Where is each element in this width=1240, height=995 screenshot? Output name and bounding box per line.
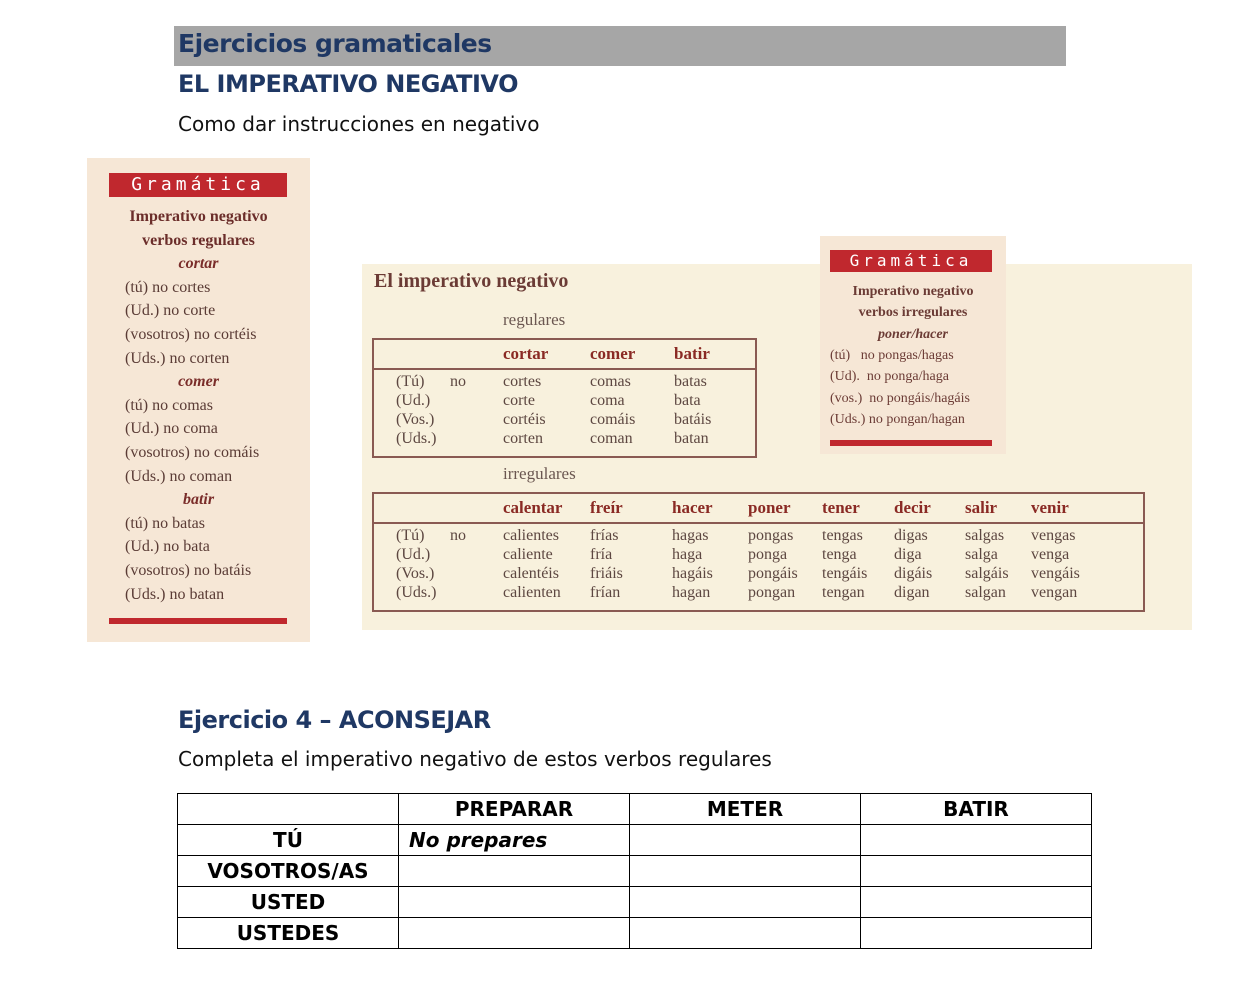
verb-form-cell: vengan [1031, 584, 1078, 601]
verb-form-cell: calentéis [503, 565, 559, 582]
answer-cell[interactable] [399, 887, 630, 918]
verb-forms [503, 526, 561, 602]
grammar-line: (Ud). no ponga/haga [830, 369, 949, 385]
grammar-line: (vosotros) no cortéis [125, 326, 257, 343]
regular-verbs-table [372, 338, 757, 458]
verb-form-cell: haga [672, 546, 703, 563]
verb-form-cell: batas [674, 373, 707, 390]
table-header-rule [374, 368, 755, 370]
verb-form-cell: pongáis [748, 565, 798, 582]
verb-form-cell: calientes [503, 527, 559, 544]
grammar-line: (vosotros) no batáis [125, 562, 252, 579]
row-label: VOSOTROS/AS [178, 856, 399, 887]
grammar-line: (tú) no comas [125, 396, 213, 414]
header-bar [174, 26, 1066, 66]
verb-header: hacer [672, 498, 713, 517]
exercise-title: Ejercicio 4 – ACONSEJAR [178, 706, 491, 734]
grammar-line: verbos regulares [142, 231, 255, 249]
answer-cell[interactable]: No prepares [399, 825, 630, 856]
verb-header: salir [965, 498, 998, 517]
verb-forms [590, 372, 635, 448]
answer-cell[interactable] [399, 918, 630, 949]
pronoun-cell: (Uds.) [396, 584, 437, 601]
verb-form-cell: batan [674, 430, 709, 447]
exercise-row [178, 918, 1092, 949]
grammar-line: batir [182, 491, 215, 509]
verb-form-cell: corten [503, 430, 543, 447]
verb-header: batir [674, 344, 710, 363]
verb-form-cell: comas [590, 373, 631, 390]
verb-form-cell: frían [590, 584, 621, 601]
grammar-line: Imperativo negativo [129, 208, 268, 225]
verb-form-cell: cortes [503, 373, 542, 390]
regulares-label: regulares [503, 310, 566, 329]
verb-forms [1031, 526, 1080, 602]
grammar-line: (tú) no cortes [125, 278, 211, 296]
exercise-row [178, 856, 1092, 887]
verb-form-cell: tengan [822, 584, 865, 601]
verb-form-cell: vengáis [1031, 565, 1080, 582]
pronoun-cell: (Vos.) [396, 411, 435, 428]
header-cell: PREPARAR [399, 794, 630, 825]
grammar-line: (Uds.) no pongan/hagan [830, 411, 965, 427]
no-label: no [450, 527, 466, 544]
verb-form-cell: salga [965, 546, 998, 563]
verb-form-cell: corte [503, 392, 535, 409]
answer-cell[interactable] [399, 856, 630, 887]
grammar-line: poner/hacer [878, 326, 948, 342]
verb-form-cell: salgas [965, 527, 1005, 544]
irregular-verbs-table [372, 492, 1145, 612]
verb-form-cell: comáis [590, 411, 636, 428]
pronoun-column [396, 526, 436, 602]
answer-cell[interactable] [630, 856, 861, 887]
header-cell [178, 794, 399, 825]
gramatica-band: Gramática [830, 250, 992, 272]
verb-form-cell: pongan [748, 584, 796, 601]
exercise-instructions: Completa el imperativo negativo de estos verbos regulares [178, 747, 772, 771]
exercise-header-row [178, 794, 1092, 825]
pronoun-cell: (Vos.) [396, 565, 435, 582]
verb-form-cell: digan [894, 584, 930, 601]
irregulares-label: irregulares [503, 464, 576, 483]
verb-form-cell: caliente [503, 546, 553, 563]
grammar-line: comer [178, 373, 219, 391]
verb-header: cortar [503, 344, 549, 363]
verb-header: poner [748, 498, 791, 517]
row-label: USTED [178, 887, 399, 918]
verb-form-cell: cortéis [503, 411, 546, 428]
grammar-line: (Ud.) no coma [125, 420, 218, 438]
exercise-table [177, 793, 1092, 949]
verb-header: venir [1031, 498, 1069, 517]
verb-forms [822, 526, 867, 602]
verb-header: freír [590, 498, 623, 517]
grammar-line: Imperativo negativo [852, 284, 974, 299]
verb-forms [674, 372, 711, 448]
verb-form-cell: coma [590, 392, 625, 409]
verb-forms [965, 526, 1009, 602]
verb-form-cell: fría [590, 546, 613, 563]
pronoun-column [396, 372, 436, 448]
verb-form-cell: hagas [672, 527, 709, 544]
verb-form-cell: batáis [674, 411, 712, 428]
grammar-line: (Uds.) no batan [125, 585, 225, 603]
table-card-title: El imperativo negativo [374, 270, 569, 292]
red-rule [109, 618, 287, 624]
gramatica-band: Gramática [109, 173, 287, 197]
grammar-line: (tú) no pongas/hagas [830, 347, 954, 363]
verb-forms [672, 526, 713, 602]
verb-form-cell: coman [590, 430, 633, 447]
verb-form-cell: salgan [965, 584, 1006, 601]
grammar-line: (Uds.) no coman [125, 467, 233, 485]
verb-header: calentar [503, 498, 563, 517]
verb-form-cell: friáis [590, 565, 623, 582]
verb-form-cell: calienten [503, 584, 561, 601]
answer-cell[interactable] [630, 918, 861, 949]
grammar-line: (Ud.) no bata [125, 538, 210, 556]
grammar-line: (Uds.) no corten [125, 349, 230, 367]
page-title: Ejercicios gramaticales [178, 29, 492, 58]
pronoun-cell: (Ud.) [396, 392, 431, 409]
verb-header: decir [894, 498, 931, 517]
no-label: no [450, 373, 466, 390]
verb-header: comer [590, 344, 636, 363]
grammar-card-regular [87, 158, 310, 642]
conjugation-table-card [362, 264, 1192, 630]
header-cell: METER [630, 794, 861, 825]
grammar-line: (vosotros) no comáis [125, 444, 260, 461]
verb-form-cell: hagan [672, 584, 711, 601]
pronoun-cell: (Tú) [396, 373, 425, 390]
section-title: EL IMPERATIVO NEGATIVO [178, 70, 518, 98]
grammar-line: (vos.) no pongáis/hagáis [830, 390, 970, 406]
exercise-row [178, 887, 1092, 918]
pronoun-cell: (Ud.) [396, 546, 431, 563]
section-subtitle: Como dar instrucciones en negativo [178, 112, 540, 136]
answer-cell[interactable] [630, 825, 861, 856]
verb-form-cell: diga [894, 546, 922, 563]
verb-form-cell: tengáis [822, 565, 868, 582]
verb-form-cell: vengas [1031, 527, 1076, 544]
grammar-card-irregular [820, 236, 1006, 454]
grammar-line: (Ud.) no corte [125, 302, 216, 320]
verb-forms [748, 526, 798, 602]
red-rule [830, 440, 992, 446]
verb-forms [894, 526, 932, 602]
grammar-line: verbos irregulares [858, 305, 968, 321]
grammar-line: (tú) no batas [125, 514, 205, 532]
verb-form-cell: tengas [822, 527, 863, 544]
verb-form-cell: bata [674, 392, 701, 409]
answer-cell[interactable] [630, 887, 861, 918]
answer-cell[interactable] [861, 856, 1092, 887]
pronoun-cell: (Uds.) [396, 430, 437, 447]
verb-form-cell: pongas [748, 527, 794, 544]
exercise-row [178, 825, 1092, 856]
verb-form-cell: hagáis [672, 565, 713, 582]
answer-cell[interactable] [861, 918, 1092, 949]
header-cell: BATIR [861, 794, 1092, 825]
row-label: TÚ [178, 825, 399, 856]
pronoun-cell: (Tú) [396, 527, 425, 544]
table-header-rule [374, 522, 1143, 524]
verb-forms [503, 372, 546, 448]
verb-form-cell: tenga [822, 546, 857, 563]
verb-form-cell: frías [590, 527, 619, 544]
answer-cell[interactable] [861, 887, 1092, 918]
verb-forms [590, 526, 623, 602]
verb-form-cell: digáis [894, 565, 933, 582]
row-label: USTEDES [178, 918, 399, 949]
verb-form-cell: salgáis [965, 565, 1009, 582]
verb-header: tener [822, 498, 860, 517]
verb-form-cell: digas [894, 527, 928, 544]
answer-cell[interactable] [861, 825, 1092, 856]
verb-form-cell: venga [1031, 546, 1070, 563]
grammar-line: cortar [178, 255, 219, 273]
verb-form-cell: ponga [748, 546, 788, 563]
